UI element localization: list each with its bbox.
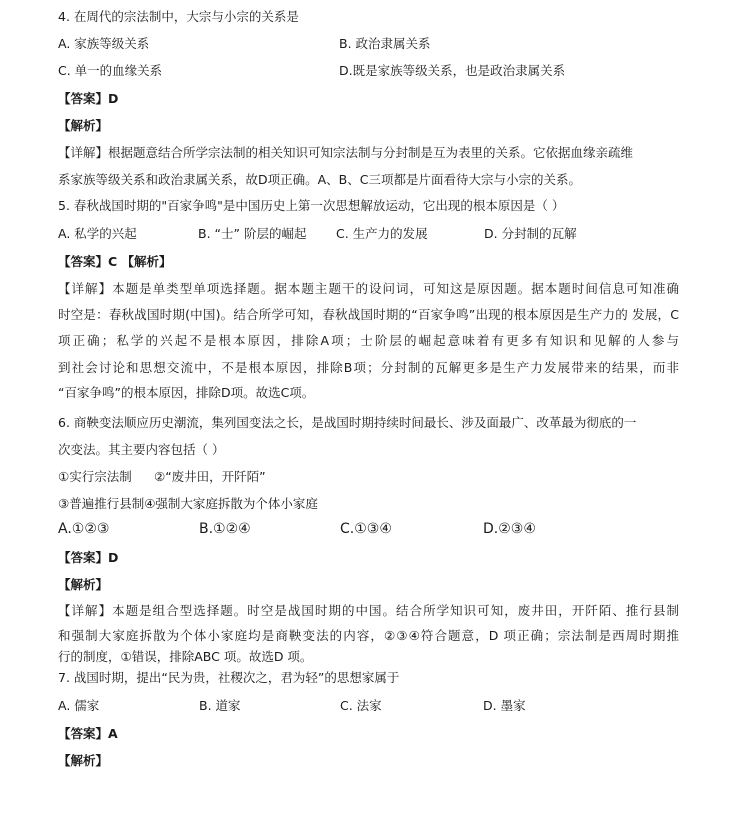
q7-option-a: A. 儒家 — [58, 698, 100, 713]
q6-option-a: A.①②③ — [58, 521, 110, 537]
q7-stem: 7. 战国时期，提出“民为贵，社稷次之，君为轻”的思想家属于 — [58, 670, 400, 685]
q4-detail-line-1: 【详解】根据题意结合所学宗法制的相关知识可知宗法制与分封制是互为表里的关系。它依据血缘亲疏维 — [58, 145, 634, 160]
q6-option-c: C.①③④ — [340, 521, 392, 537]
q4-stem: 4. 在周代的宗法制中，大宗与小宗的关系是 — [58, 9, 299, 24]
q6-detail-line-1: 【详解】本题是组合型选择题。时空是战国时期的中国。结合所学知识可知，废井田，开阡陌、推行县制 — [58, 603, 679, 618]
q5-detail-line-3: 项正确；私学的兴起不是根本原因，排除A项；士阶层的崛起意味着有更多有知识和见解的人参与 — [58, 333, 679, 348]
q4-option-a: A. 家族等级关系 — [58, 36, 150, 51]
q6-stem-line-1: 6. 商鞅变法顺应历史潮流，集列国变法之长，是战国时期持续时间最长、涉及面最广、改革最为彻底的一 — [58, 415, 637, 430]
q4-answer: 【答案】D — [58, 91, 119, 106]
q4-option-d: D.既是家族等级关系，也是政治隶属关系 — [339, 63, 566, 78]
q5-option-c: C. 生产力的发展 — [336, 226, 428, 241]
q6-option-d: D.②③④ — [483, 521, 536, 537]
q4-option-c: C. 单一的血缘关系 — [58, 63, 163, 78]
q7-option-d: D. 墨家 — [483, 698, 526, 713]
q7-option-c: C. 法家 — [340, 698, 382, 713]
q5-detail-line-5: “百家争鸣”的根本原因，排除D项。故选C项。 — [58, 385, 315, 400]
q4-analysis-title: 【解析】 — [58, 118, 109, 133]
q5-detail-line-2: 时空是：春秋战国时期(中国)。结合所学可知，春秋战国时期的“百家争鸣”出现的根本原因是生产力的 发展，C — [58, 307, 679, 322]
q5-stem: 5. 春秋战国时期的"百家争鸣"是中国历史上第一次思想解放运动，它出现的根本原因是（ ） — [58, 198, 565, 213]
q7-option-b: B. 道家 — [199, 698, 241, 713]
q7-answer: 【答案】A — [58, 726, 118, 741]
q6-analysis-title: 【解析】 — [58, 577, 109, 592]
q5-option-d: D. 分封制的瓦解 — [484, 226, 577, 241]
q5-option-b: B. “士” 阶层的崛起 — [198, 226, 307, 241]
q6-item-2: ②“废井田，开阡陌” — [154, 469, 266, 484]
q6-stem-line-2: 次变法。其主要内容包括（ ） — [58, 442, 225, 457]
q6-items-3-4: ③普遍推行县制④强制大家庭拆散为个体小家庭 — [58, 496, 318, 511]
q5-detail-line-1: 【详解】本题是单类型单项选择题。据本题主题干的设问词，可知这是原因题。据本题时间信息可知准确 — [58, 281, 679, 296]
q7-analysis-title: 【解析】 — [58, 753, 109, 768]
q6-detail-line-2: 和强制大家庭拆散为个体小家庭均是商鞅变法的内容，②③④符合题意，D 项正确；宗法制是西周时期推 — [58, 628, 679, 643]
q6-option-b: B.①②④ — [199, 521, 251, 537]
q6-detail-line-3: 行的制度，①错误，排除ABC 项。故选D 项。 — [58, 649, 313, 664]
q5-option-a: A. 私学的兴起 — [58, 226, 137, 241]
q6-answer: 【答案】D — [58, 550, 119, 565]
q5-detail-line-4: 到社会讨论和思想交流中，不是根本原因，排除B项；分封制的瓦解更多是生产力发展带来的结果，而非 — [58, 360, 679, 375]
q4-detail-line-2: 系家族等级关系和政治隶属关系，故D项正确。A、B、C三项都是片面看待大宗与小宗的关系。 — [58, 172, 581, 187]
q5-answer: 【答案】C 【解析】 — [58, 254, 172, 269]
q6-item-1: ①实行宗法制 — [58, 469, 132, 484]
q4-option-b: B. 政治隶属关系 — [339, 36, 431, 51]
